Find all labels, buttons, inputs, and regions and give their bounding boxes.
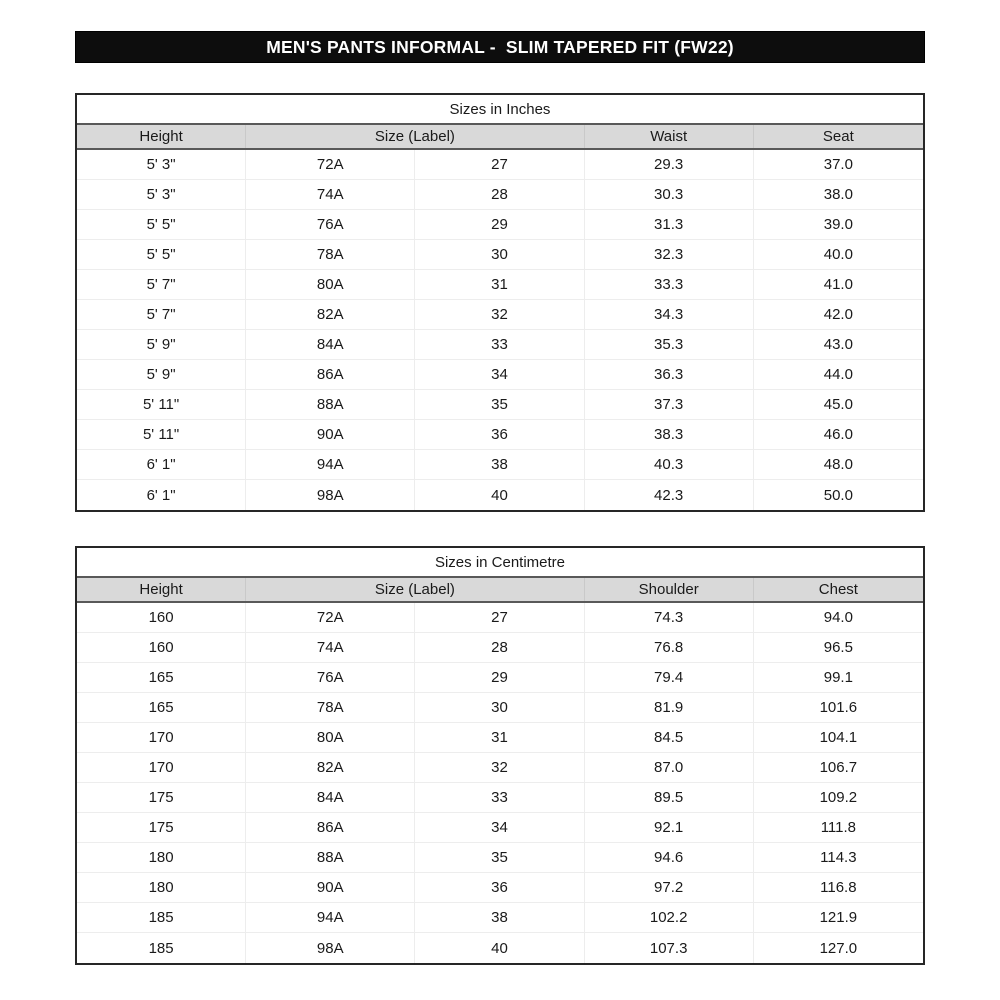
table-cell: 33 [415, 783, 584, 813]
table-cell: 104.1 [754, 723, 923, 753]
column-header-waist: Waist [585, 125, 754, 148]
table-cell: 165 [77, 663, 246, 693]
table-cell: 175 [77, 813, 246, 843]
table-cell: 175 [77, 783, 246, 813]
sizes-in-inches-table [75, 93, 925, 512]
table-cell: 41.0 [754, 270, 923, 300]
table-cell: 99.1 [754, 663, 923, 693]
table-cell: 94.0 [754, 603, 923, 633]
table-cell: 40.0 [754, 240, 923, 270]
table-cell: 94A [246, 903, 415, 933]
table-cell: 42.0 [754, 300, 923, 330]
table-row [77, 330, 923, 360]
table-cell: 5' 9" [77, 330, 246, 360]
table-cell: 40.3 [585, 450, 754, 480]
page-title: MEN'S PANTS INFORMAL - SLIM TAPERED FIT (FW22) [75, 31, 925, 63]
table-cell: 80A [246, 270, 415, 300]
column-header-size-label: Size (Label) [246, 125, 584, 148]
table-cell: 107.3 [585, 933, 754, 963]
table-row [77, 210, 923, 240]
table-cell: 40 [415, 480, 584, 510]
table-cell: 121.9 [754, 903, 923, 933]
table-cell: 98A [246, 480, 415, 510]
table-row [77, 480, 923, 510]
table-cell: 5' 5" [77, 240, 246, 270]
table-row [77, 270, 923, 300]
table-cell: 5' 5" [77, 210, 246, 240]
table-row [77, 783, 923, 813]
table-cell: 84.5 [585, 723, 754, 753]
table-cell: 34 [415, 360, 584, 390]
table-cell: 102.2 [585, 903, 754, 933]
table-cell: 160 [77, 603, 246, 633]
column-header-shoulder: Shoulder [585, 578, 754, 601]
table-row [77, 450, 923, 480]
column-header-height: Height [77, 578, 246, 601]
table-cell: 97.2 [585, 873, 754, 903]
table-cell: 165 [77, 693, 246, 723]
table-cell: 36.3 [585, 360, 754, 390]
table-cell: 82A [246, 753, 415, 783]
table-cell: 35 [415, 390, 584, 420]
table-cell: 79.4 [585, 663, 754, 693]
table-header-row [77, 576, 923, 603]
table-cell: 90A [246, 873, 415, 903]
column-header-height: Height [77, 125, 246, 148]
table-cell: 6' 1" [77, 480, 246, 510]
table-cell: 185 [77, 903, 246, 933]
table-cell: 37.0 [754, 150, 923, 180]
table-row [77, 360, 923, 390]
table-cell: 29 [415, 663, 584, 693]
table-row [77, 753, 923, 783]
table-cell: 36 [415, 420, 584, 450]
table-row [77, 420, 923, 450]
table-cell: 96.5 [754, 633, 923, 663]
sizes-in-centimetre-table [75, 546, 925, 965]
table-cell: 5' 11" [77, 420, 246, 450]
table-cell: 28 [415, 633, 584, 663]
table-cell: 5' 3" [77, 150, 246, 180]
table-cell: 106.7 [754, 753, 923, 783]
table-cell: 94.6 [585, 843, 754, 873]
table-cell: 36 [415, 873, 584, 903]
table-cell: 30 [415, 240, 584, 270]
table-cell: 28 [415, 180, 584, 210]
table-title-centimetre: Sizes in Centimetre [77, 548, 923, 576]
table-cell: 27 [415, 603, 584, 633]
table-row [77, 180, 923, 210]
table-cell: 38.3 [585, 420, 754, 450]
table-cell: 34 [415, 813, 584, 843]
table-cell: 32 [415, 753, 584, 783]
table-cell: 33.3 [585, 270, 754, 300]
table-row [77, 933, 923, 963]
table-cell: 5' 11" [77, 390, 246, 420]
table-cell: 109.2 [754, 783, 923, 813]
table-cell: 34.3 [585, 300, 754, 330]
table-cell: 90A [246, 420, 415, 450]
table-row [77, 633, 923, 663]
table-cell: 5' 9" [77, 360, 246, 390]
column-header-size-label: Size (Label) [246, 578, 584, 601]
table-row [77, 843, 923, 873]
column-header-chest: Chest [818, 581, 858, 598]
table-cell: 98A [246, 933, 415, 963]
table-cell: 84A [246, 330, 415, 360]
table-cell: 87.0 [585, 753, 754, 783]
table-cell: 32 [415, 300, 584, 330]
table-row [77, 390, 923, 420]
table-row [77, 150, 923, 180]
table-cell: 92.1 [585, 813, 754, 843]
table-row [77, 813, 923, 843]
table-cell: 39.0 [754, 210, 923, 240]
table-cell: 74A [246, 180, 415, 210]
table-cell: 185 [77, 933, 246, 963]
table-row [77, 663, 923, 693]
table-cell: 50.0 [823, 486, 853, 504]
table-cell: 32.3 [585, 240, 754, 270]
table-cell: 89.5 [585, 783, 754, 813]
table-cell: 45.0 [754, 390, 923, 420]
table-cell: 40 [415, 933, 584, 963]
table-cell: 86A [246, 360, 415, 390]
table-cell: 76.8 [585, 633, 754, 663]
table-cell: 6' 1" [77, 450, 246, 480]
table-cell: 170 [77, 753, 246, 783]
table-row [77, 873, 923, 903]
table-cell: 43.0 [754, 330, 923, 360]
table-cell: 72A [246, 603, 415, 633]
table-title-inches: Sizes in Inches [77, 95, 923, 123]
table-cell: 31 [415, 270, 584, 300]
table-row [77, 723, 923, 753]
table-cell: 27 [415, 150, 584, 180]
table-cell: 31 [415, 723, 584, 753]
table-cell: 30.3 [585, 180, 754, 210]
table-cell: 72A [246, 150, 415, 180]
table-header-row [77, 123, 923, 150]
table-cell: 46.0 [754, 420, 923, 450]
table-cell: 101.6 [754, 693, 923, 723]
table-cell: 38.0 [754, 180, 923, 210]
table-cell: 78A [246, 240, 415, 270]
table-cell: 44.0 [754, 360, 923, 390]
table-cell: 37.3 [585, 390, 754, 420]
table-cell: 5' 7" [77, 270, 246, 300]
table-cell: 84A [246, 783, 415, 813]
table-cell: 180 [77, 843, 246, 873]
table-cell: 38 [415, 450, 584, 480]
table-cell: 127.0 [819, 939, 858, 957]
table-cell: 170 [77, 723, 246, 753]
table-cell: 5' 7" [77, 300, 246, 330]
table-cell: 35.3 [585, 330, 754, 360]
table-cell: 35 [415, 843, 584, 873]
table-cell: 81.9 [585, 693, 754, 723]
table-cell: 33 [415, 330, 584, 360]
table-cell: 78A [246, 693, 415, 723]
table-row [77, 240, 923, 270]
table-cell: 94A [246, 450, 415, 480]
table-cell: 160 [77, 633, 246, 663]
table-row [77, 693, 923, 723]
table-cell: 48.0 [754, 450, 923, 480]
table-cell: 88A [246, 843, 415, 873]
table-cell: 76A [246, 663, 415, 693]
table-cell: 114.3 [754, 843, 923, 873]
table-body [77, 150, 923, 510]
table-cell: 116.8 [754, 873, 923, 903]
table-cell: 82A [246, 300, 415, 330]
table-cell: 74.3 [585, 603, 754, 633]
table-cell: 30 [415, 693, 584, 723]
table-cell: 80A [246, 723, 415, 753]
table-cell: 31.3 [585, 210, 754, 240]
table-cell: 29.3 [585, 150, 754, 180]
table-row [77, 903, 923, 933]
table-row [77, 300, 923, 330]
table-cell: 76A [246, 210, 415, 240]
table-body [77, 603, 923, 963]
table-cell: 38 [415, 903, 584, 933]
table-cell: 5' 3" [77, 180, 246, 210]
table-cell: 29 [415, 210, 584, 240]
column-header-seat: Seat [822, 128, 854, 145]
table-cell: 180 [77, 873, 246, 903]
table-cell: 88A [246, 390, 415, 420]
table-cell: 86A [246, 813, 415, 843]
table-cell: 74A [246, 633, 415, 663]
table-cell: 111.8 [754, 813, 923, 843]
table-cell: 42.3 [585, 480, 754, 510]
table-row [77, 603, 923, 633]
